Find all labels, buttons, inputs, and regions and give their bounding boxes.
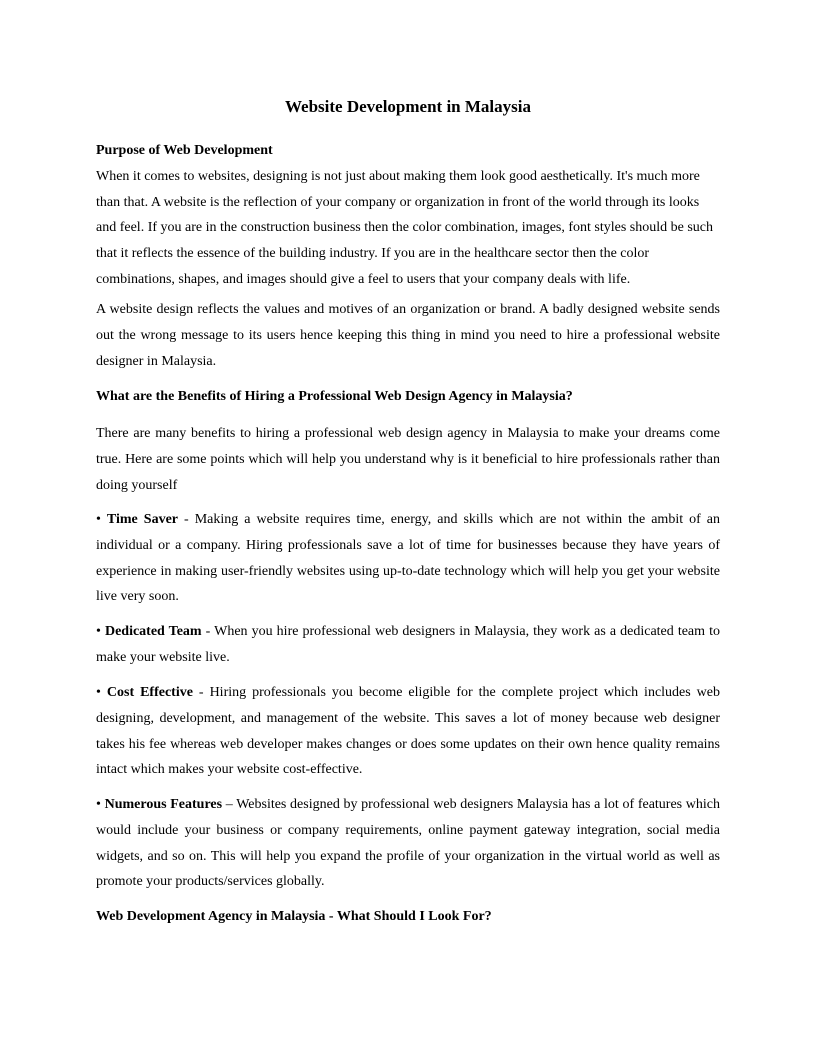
bullet-term: Time Saver bbox=[106, 512, 179, 527]
bullet-text: Websites designed by professional web designers Malaysia has a lot of features which would include your business or company requirements, online payment gateway integration, social media widgets, and so on. This will help you expand the profile of your organization in the virtual world as well as promote your products/services globally. bbox=[96, 797, 721, 890]
bullet-text: Making a website requires time, energy, and skills which are not within the ambit of an individual or a company. Hiring professionals save a lot of time for businesses because they have years of experience in making user-friendly websites using up-to-date technology which will help you get your website live very soon. bbox=[96, 512, 720, 605]
bullet-time-saver bbox=[96, 507, 720, 610]
heading-purpose: Purpose of Web Development bbox=[96, 143, 273, 158]
bullet-cost-effective bbox=[96, 680, 720, 783]
heading-benefits: What are the Benefits of Hiring a Professional Web Design Agency in Malaysia? bbox=[96, 389, 573, 404]
bullet-marker: • bbox=[96, 624, 101, 639]
bullet-term: Numerous Features bbox=[104, 797, 223, 812]
bullet-separator: - bbox=[192, 685, 210, 700]
bullet-marker: • bbox=[96, 797, 101, 812]
bullet-marker: • bbox=[96, 685, 101, 700]
bullet-separator: – bbox=[222, 797, 237, 812]
bullet-text: Hiring professionals you become eligible for the complete project which includes web designing, development, and management of the website. This saves a lot of money because web designer takes his fee whereas web developer makes changes or does some updates on their own hence quality remains intact which makes your website cost-effective. bbox=[96, 685, 721, 778]
bullet-term: Cost Effective bbox=[106, 685, 193, 700]
paragraph-purpose-2: A website design reflects the values and motives of an organization or brand. A badly designed website sends out the wrong message to its users hence keeping this thing in mind you need to hire a professional website designer in Malaysia. bbox=[96, 302, 720, 369]
document-title: Website Development in Malaysia bbox=[284, 97, 531, 116]
bullet-text: When you hire professional web designers in Malaysia, they work as a dedicated team to make your website live. bbox=[96, 624, 720, 665]
bullet-numerous-features bbox=[96, 792, 720, 895]
bullet-dedicated-team bbox=[96, 619, 720, 671]
section-purpose bbox=[96, 138, 720, 293]
bullet-term: Dedicated Team bbox=[104, 624, 202, 639]
bullet-separator: - bbox=[201, 624, 215, 639]
heading-what-to-look-for: Web Development Agency in Malaysia - What Should I Look For? bbox=[96, 909, 492, 924]
bullet-separator: - bbox=[178, 512, 195, 527]
paragraph-benefits-intro: There are many benefits to hiring a professional web design agency in Malaysia to make your dreams come true. Here are some points which will help you understand why is it beneficial to hire professionals rather than doing yourself bbox=[96, 426, 720, 493]
bullet-marker: • bbox=[96, 512, 101, 527]
paragraph-purpose-1: When it comes to websites, designing is not just about making them look good aesthetically. It's much more than that. A website is the reflection of your company or organization in front of the world through its looks and feel. If you are in the construction business then the color combination, images, font styles should be such that it reflects the essence of the building industry. If you are in the healthcare sector then the color combinations, shapes, and images should give a feel to users that your company deals with life. bbox=[96, 168, 714, 287]
